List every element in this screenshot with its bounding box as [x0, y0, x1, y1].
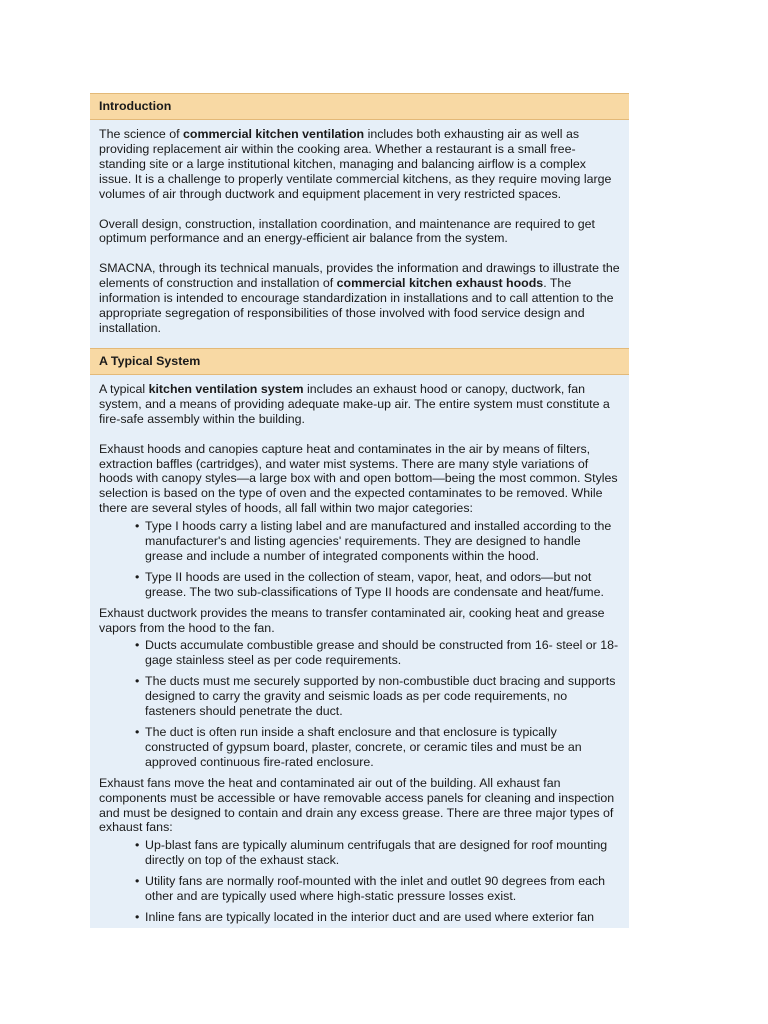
text: includes both exhausting air as well as providing replacement air within the cooking area. Whether a restaurant is a small free-standing site or a large institutional kitchen, managing and balancing airflow is a complex issue. It is a challenge to properly ventilate commercial kitchens, as they require moving large volumes of air through ductwork and equipment placement in very restricted spaces. [99, 127, 612, 201]
list-item [135, 570, 620, 600]
text: SMACNA, through its technical manuals, provides the information and drawings to illustrate the elements of construction and installation of [99, 261, 620, 291]
exhaust-fans-list [99, 838, 620, 925]
bullet: • [135, 838, 140, 853]
bold-term: commercial kitchen ventilation [183, 127, 365, 141]
bullet: • [135, 674, 140, 689]
bullet: • [135, 569, 140, 584]
paragraph: Exhaust hoods and canopies capture heat and contaminates in the air by means of filters, extraction baffles (cartridges), and water mist systems. There are many style variations of hoods with canopy styles—a large box with and open bottom—being the most common. Styles selection is based on the type of oven and the expected contaminates to be removed. While there are several styles of hoods, all fall within two major categories: [99, 441, 618, 516]
section-header-introduction [90, 93, 629, 120]
paragraph [99, 382, 620, 427]
section-body-typical-system [90, 375, 629, 928]
list-item [135, 725, 620, 770]
bullet: • [135, 909, 140, 924]
section-title: Introduction [99, 99, 172, 113]
text: . The information is intended to encourage standardization in installations and to call attention to the appropriate segregation of responsibilities of those involved with food service design and installation. [99, 276, 614, 335]
list-item-text: Inline fans are typically located in the interior duct and are used where exterior fan [145, 909, 595, 924]
list-item-text: Ducts accumulate combustible grease and should be constructed from 16- steel or 18-gage stainless steel as per code requirements. [145, 638, 619, 668]
list-item [135, 838, 620, 868]
list-item-text: Type II hoods are used in the collection of steam, vapor, heat, and odors—but not grease. The two sub-classifications of Type II hoods are condensate and heat/fume. [145, 569, 604, 599]
section-body-introduction [90, 120, 629, 348]
paragraph [99, 127, 620, 202]
list-item-text: The ducts must me securely supported by non-combustible duct bracing and supports designed to carry the gravity and seismic loads as per code requirements, no fasteners should penetrate the duct. [145, 674, 616, 719]
bullet: • [135, 638, 140, 653]
bullet: • [135, 519, 140, 534]
paragraph [99, 261, 620, 336]
list-item-text: Up-blast fans are typically aluminum centrifugals that are designed for roof mounting directly on top of the exhaust stack. [145, 838, 608, 868]
list-item-text: Type I hoods carry a listing label and are manufactured and installed according to the manufacturer's and listing agencies' requirements. They are designed to handle grease and include a number of integrated components within the hood. [145, 519, 612, 563]
bold-term: kitchen ventilation system [148, 381, 304, 396]
paragraph: Overall design, construction, installation coordination, and maintenance are required to get optimum performance and an energy-efficient air balance from the system. [99, 216, 595, 246]
hood-types-list [99, 519, 620, 600]
list-item-text: The duct is often run inside a shaft enclosure and that enclosure is typically constructed of gypsum board, plaster, concrete, or ceramic tiles and must be an approved continuous fire-rated enclosure. [145, 725, 582, 769]
text: The science of [99, 127, 184, 141]
bold-term: commercial kitchen exhaust hoods [336, 276, 544, 291]
bullet: • [135, 725, 140, 739]
paragraph: Exhaust ductwork provides the means to transfer contaminated air, cooking heat and grease vapors from the hood to the fan. [99, 605, 605, 635]
list-item [135, 638, 620, 668]
list-item [135, 874, 620, 904]
list-item [135, 519, 620, 564]
section-title: A Typical System [99, 353, 201, 368]
list-item-text: Utility fans are normally roof-mounted with the inlet and outlet 90 degrees from each other and are typically used where high-static pressure losses exist. [145, 874, 606, 904]
section-header-typical-system [90, 348, 629, 375]
list-item [135, 910, 620, 925]
ductwork-list [99, 638, 620, 769]
text: A typical [99, 381, 149, 396]
paragraph: Exhaust fans move the heat and contaminated air out of the building. All exhaust fan components must be accessible or have removable access panels for cleaning and inspection and must be designed to contain and drain any excess grease. There are three major types of exhaust fans: [99, 775, 615, 835]
bullet: • [135, 874, 140, 889]
document-page [90, 93, 629, 928]
list-item [135, 674, 620, 719]
text: includes an exhaust hood or canopy, ductwork, fan system, and a means of providing adequate make-up air. The entire system must constitute a fire-safe assembly within the building. [99, 381, 610, 426]
